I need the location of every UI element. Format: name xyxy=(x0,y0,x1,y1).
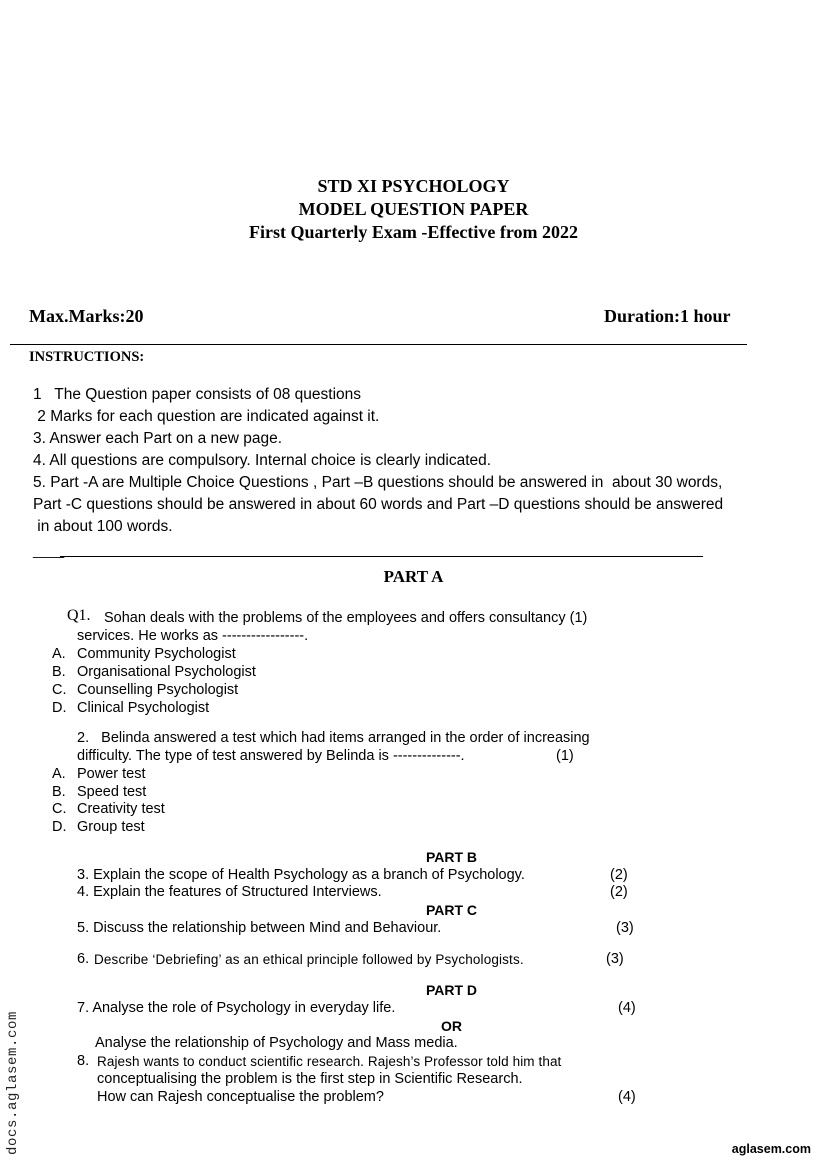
instruction-line: 2 Marks for each question are indicated against it. xyxy=(33,408,380,425)
option-label: C. xyxy=(52,682,67,698)
q5-marks: (3) xyxy=(616,920,634,936)
q8-marks: (4) xyxy=(618,1089,636,1105)
option-label: D. xyxy=(52,819,67,835)
q8-text-cont: conceptualising the problem is the first step in Scientific Research. xyxy=(97,1071,523,1087)
instruction-line: 1 The Question paper consists of 08 questions xyxy=(33,386,361,403)
q8-text-cont: How can Rajesh conceptualise the problem? xyxy=(97,1089,384,1105)
option-label: D. xyxy=(52,700,67,716)
part-a-heading: PART A xyxy=(383,567,444,586)
option-label: B. xyxy=(52,784,66,800)
option-label: B. xyxy=(52,664,66,680)
q4-text: 4. Explain the features of Structured Interviews. xyxy=(77,884,382,900)
q2-text-cont: difficulty. The type of test answered by Belinda is --------------. xyxy=(77,748,465,764)
q1-option-d: Clinical Psychologist xyxy=(77,700,210,716)
q2-text: 2. Belinda answered a test which had items arranged in the order of increasing xyxy=(77,730,590,746)
q2-option-d: Group test xyxy=(77,819,145,835)
q2-option-b: Speed test xyxy=(77,784,147,800)
instruction-line: 5. Part -A are Multiple Choice Questions , Part –B questions should be answered in about 30 words, xyxy=(33,474,723,491)
q2-option-c: Creativity test xyxy=(77,801,165,817)
q7-alt-text: Analyse the relationship of Psychology and Mass media. xyxy=(95,1035,458,1051)
instruction-line: 4. All questions are compulsory. Internal choice is clearly indicated. xyxy=(33,452,492,469)
q1-number: Q1. xyxy=(67,607,91,624)
q3-marks: (2) xyxy=(610,867,628,883)
option-label: A. xyxy=(52,766,66,782)
part-d-heading: PART D xyxy=(425,982,478,998)
q6-marks: (3) xyxy=(606,951,624,967)
instructions-heading: INSTRUCTIONS: xyxy=(29,349,145,365)
q6-text: Describe ‘Debriefing’ as an ethical principle followed by Psychologists. xyxy=(94,952,524,967)
watermark: docs.aglasem.com xyxy=(5,1010,21,1155)
duration: Duration:1 hour xyxy=(604,306,731,326)
exam-class-subject: STD XI PSYCHOLOGY xyxy=(317,176,510,196)
option-label: A. xyxy=(52,646,66,662)
q2-marks: (1) xyxy=(556,748,574,764)
option-label: C. xyxy=(52,801,67,817)
instructions-divider xyxy=(60,556,703,557)
q5-text: 5. Discuss the relationship between Mind and Behaviour. xyxy=(77,920,442,936)
part-c-heading: PART C xyxy=(425,902,478,918)
instruction-line: in about 100 words. xyxy=(33,518,173,535)
instructions-divider-lead: ____ xyxy=(33,542,65,558)
q1-text-cont: services. He works as -----------------. xyxy=(77,628,309,644)
q3-text: 3. Explain the scope of Health Psychology as a branch of Psychology. xyxy=(77,867,525,883)
q7-text: 7. Analyse the role of Psychology in everyday life. xyxy=(77,1000,396,1016)
q1-option-c: Counselling Psychologist xyxy=(77,682,239,698)
q2-option-a: Power test xyxy=(77,766,146,782)
q8-number: 8. xyxy=(77,1053,90,1069)
footer-site: aglasem.com xyxy=(731,1142,811,1156)
or-separator: OR xyxy=(441,1018,462,1034)
q1-option-a: Community Psychologist xyxy=(77,646,236,662)
q8-text: Rajesh wants to conduct scientific research. Rajesh’s Professor told him that xyxy=(97,1054,562,1069)
q4-marks: (2) xyxy=(610,884,628,900)
header-divider xyxy=(10,344,747,345)
max-marks: Max.Marks:20 xyxy=(29,306,144,326)
q7-marks: (4) xyxy=(618,1000,636,1016)
q6-number: 6. xyxy=(77,951,90,967)
exam-subtitle: First Quarterly Exam -Effective from 2022 xyxy=(248,222,579,242)
instruction-line: Part -C questions should be answered in about 60 words and Part –D questions should be answered xyxy=(33,496,724,513)
part-b-heading: PART B xyxy=(425,849,478,865)
instruction-line: 3. Answer each Part on a new page. xyxy=(33,430,283,447)
q1-text: Sohan deals with the problems of the employees and offers consultancy (1) xyxy=(104,610,588,626)
exam-paper-title: MODEL QUESTION PAPER xyxy=(298,199,529,219)
q1-option-b: Organisational Psychologist xyxy=(77,664,256,680)
